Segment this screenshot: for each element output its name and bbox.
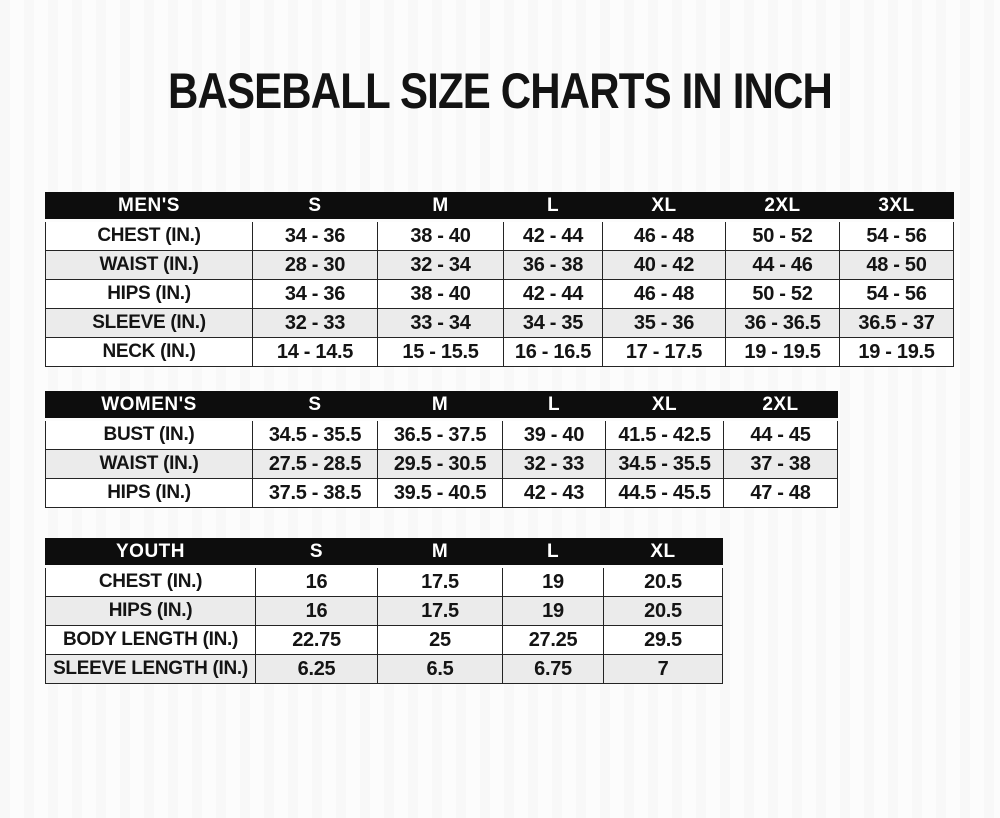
size-value-cell: 35 - 36 <box>603 309 726 338</box>
size-column-header: M <box>378 193 504 221</box>
size-column-header: M <box>378 539 503 567</box>
size-column-header: XL <box>603 193 726 221</box>
measurement-label: BUST (IN.) <box>46 420 253 450</box>
size-value-cell: 27.25 <box>503 626 604 655</box>
table-row <box>46 251 954 280</box>
measurement-label: WAIST (IN.) <box>46 450 253 479</box>
header-row <box>46 193 954 221</box>
size-value-cell: 19 <box>503 567 604 597</box>
size-value-cell: 50 - 52 <box>726 221 840 251</box>
size-column-header: M <box>378 392 503 420</box>
table-row <box>46 626 723 655</box>
size-value-cell: 32 - 33 <box>253 309 378 338</box>
size-value-cell: 44 - 45 <box>724 420 838 450</box>
size-value-cell: 38 - 40 <box>378 221 504 251</box>
measurement-label: BODY LENGTH (IN.) <box>46 626 256 655</box>
header-row <box>46 539 723 567</box>
size-value-cell: 46 - 48 <box>603 280 726 309</box>
page-title: BASEBALL SIZE CHARTS IN INCH <box>167 63 833 119</box>
size-value-cell: 22.75 <box>256 626 378 655</box>
womens-group-header: WOMEN'S <box>46 392 253 420</box>
table-row <box>46 280 954 309</box>
size-column-header: S <box>256 539 378 567</box>
size-value-cell: 46 - 48 <box>603 221 726 251</box>
size-value-cell: 42 - 43 <box>503 479 606 508</box>
size-column-header: S <box>253 392 378 420</box>
size-value-cell: 39 - 40 <box>503 420 606 450</box>
table-row <box>46 655 723 684</box>
measurement-label: SLEEVE LENGTH (IN.) <box>46 655 256 684</box>
size-value-cell: 42 - 44 <box>504 221 603 251</box>
table-row <box>46 338 954 367</box>
size-value-cell: 20.5 <box>604 567 723 597</box>
size-value-cell: 6.75 <box>503 655 604 684</box>
size-value-cell: 7 <box>604 655 723 684</box>
size-value-cell: 29.5 - 30.5 <box>378 450 503 479</box>
size-value-cell: 17.5 <box>378 567 503 597</box>
size-value-cell: 17 - 17.5 <box>603 338 726 367</box>
size-value-cell: 44.5 - 45.5 <box>606 479 724 508</box>
size-value-cell: 34 - 36 <box>253 221 378 251</box>
size-value-cell: 33 - 34 <box>378 309 504 338</box>
header-row <box>46 392 838 420</box>
size-value-cell: 36.5 - 37 <box>840 309 954 338</box>
size-value-cell: 28 - 30 <box>253 251 378 280</box>
size-column-header: 2XL <box>726 193 840 221</box>
size-value-cell: 29.5 <box>604 626 723 655</box>
size-column-header: L <box>504 193 603 221</box>
youth-group-header: YOUTH <box>46 539 256 567</box>
size-value-cell: 27.5 - 28.5 <box>253 450 378 479</box>
size-column-header: XL <box>606 392 724 420</box>
size-value-cell: 37 - 38 <box>724 450 838 479</box>
size-tables-container <box>0 192 1000 684</box>
measurement-label: HIPS (IN.) <box>46 280 253 309</box>
mens-size-table <box>45 192 954 367</box>
size-value-cell: 20.5 <box>604 597 723 626</box>
measurement-label: NECK (IN.) <box>46 338 253 367</box>
size-value-cell: 6.5 <box>378 655 503 684</box>
size-value-cell: 16 <box>256 597 378 626</box>
size-column-header: S <box>253 193 378 221</box>
measurement-label: HIPS (IN.) <box>46 597 256 626</box>
size-value-cell: 44 - 46 <box>726 251 840 280</box>
size-value-cell: 34 - 35 <box>504 309 603 338</box>
size-column-header: L <box>503 392 606 420</box>
size-value-cell: 14 - 14.5 <box>253 338 378 367</box>
size-value-cell: 39.5 - 40.5 <box>378 479 503 508</box>
table-row <box>46 479 838 508</box>
youth-size-table <box>45 538 723 684</box>
size-value-cell: 36.5 - 37.5 <box>378 420 503 450</box>
size-value-cell: 50 - 52 <box>726 280 840 309</box>
size-value-cell: 15 - 15.5 <box>378 338 504 367</box>
size-value-cell: 38 - 40 <box>378 280 504 309</box>
size-value-cell: 25 <box>378 626 503 655</box>
table-row <box>46 450 838 479</box>
size-value-cell: 36 - 38 <box>504 251 603 280</box>
size-column-header: 3XL <box>840 193 954 221</box>
table-row <box>46 567 723 597</box>
size-value-cell: 54 - 56 <box>840 280 954 309</box>
size-column-header: L <box>503 539 604 567</box>
size-value-cell: 47 - 48 <box>724 479 838 508</box>
size-value-cell: 32 - 33 <box>503 450 606 479</box>
size-value-cell: 17.5 <box>378 597 503 626</box>
size-value-cell: 48 - 50 <box>840 251 954 280</box>
measurement-label: CHEST (IN.) <box>46 221 253 251</box>
table-row <box>46 221 954 251</box>
size-value-cell: 34.5 - 35.5 <box>606 450 724 479</box>
size-column-header: XL <box>604 539 723 567</box>
size-value-cell: 36 - 36.5 <box>726 309 840 338</box>
measurement-label: WAIST (IN.) <box>46 251 253 280</box>
size-value-cell: 19 <box>503 597 604 626</box>
size-value-cell: 40 - 42 <box>603 251 726 280</box>
measurement-label: HIPS (IN.) <box>46 479 253 508</box>
size-value-cell: 54 - 56 <box>840 221 954 251</box>
size-value-cell: 16 <box>256 567 378 597</box>
womens-size-table <box>45 391 838 508</box>
measurement-label: CHEST (IN.) <box>46 567 256 597</box>
measurement-label: SLEEVE (IN.) <box>46 309 253 338</box>
size-value-cell: 19 - 19.5 <box>840 338 954 367</box>
size-value-cell: 37.5 - 38.5 <box>253 479 378 508</box>
size-column-header: 2XL <box>724 392 838 420</box>
size-chart-page <box>0 63 1000 684</box>
size-value-cell: 42 - 44 <box>504 280 603 309</box>
size-value-cell: 16 - 16.5 <box>504 338 603 367</box>
table-row <box>46 420 838 450</box>
size-value-cell: 34 - 36 <box>253 280 378 309</box>
table-row <box>46 309 954 338</box>
mens-group-header: MEN'S <box>46 193 253 221</box>
table-row <box>46 597 723 626</box>
size-value-cell: 19 - 19.5 <box>726 338 840 367</box>
size-value-cell: 6.25 <box>256 655 378 684</box>
size-value-cell: 34.5 - 35.5 <box>253 420 378 450</box>
size-value-cell: 32 - 34 <box>378 251 504 280</box>
size-value-cell: 41.5 - 42.5 <box>606 420 724 450</box>
